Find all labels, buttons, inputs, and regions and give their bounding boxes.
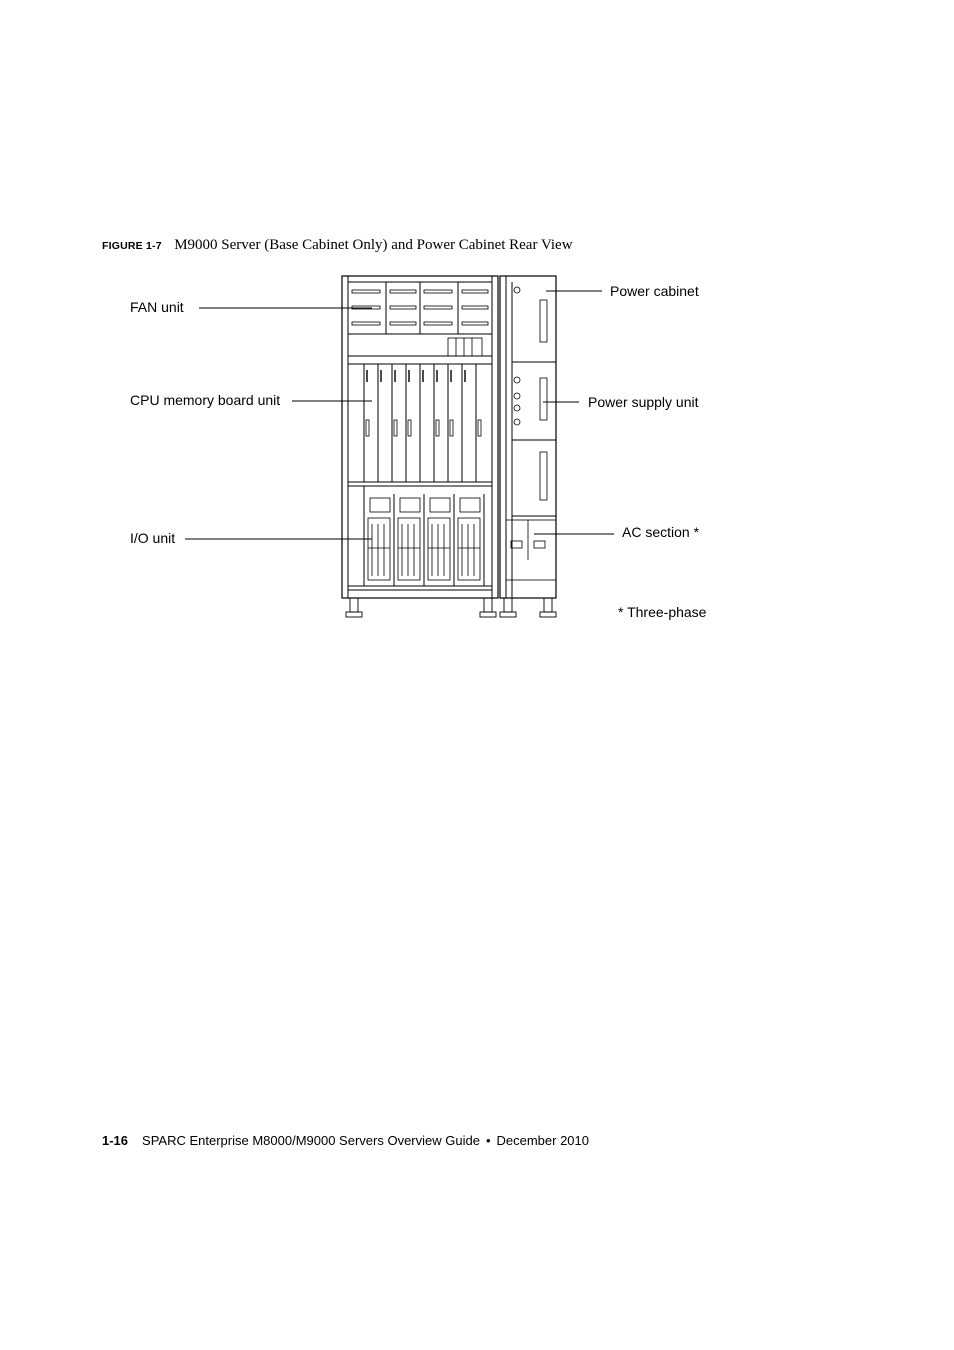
callout-power-cabinet: Power cabinet	[610, 283, 699, 299]
cpu-memory-board-section	[348, 364, 492, 482]
guide-title: SPARC Enterprise M8000/M9000 Servers Overview Guide	[142, 1133, 480, 1148]
figure-title: M9000 Server (Base Cabinet Only) and Power Cabinet Rear View	[174, 237, 573, 253]
middle-bracket	[448, 338, 482, 356]
footer-date: December 2010	[496, 1133, 589, 1148]
callout-io-unit: I/O unit	[130, 530, 176, 546]
callout-cpu-memory-board-unit: CPU memory board unit	[130, 392, 281, 408]
power-cabinet-feet	[500, 598, 556, 617]
io-unit-section	[348, 486, 492, 590]
callout-ac-section: AC section *	[622, 524, 700, 540]
page-footer	[102, 1133, 589, 1148]
figure-label: FIGURE 1-7	[102, 240, 162, 252]
callout-leader-lines	[185, 291, 614, 539]
footer-bullet: •	[485, 1133, 491, 1148]
three-phase-note: * Three-phase	[618, 604, 707, 620]
page-number: 1-16	[102, 1133, 129, 1148]
callout-power-supply-unit: Power supply unit	[588, 394, 699, 410]
callout-fan-unit: FAN unit	[130, 299, 184, 315]
base-cabinet-feet	[346, 598, 496, 617]
ac-section-panel	[506, 520, 556, 580]
